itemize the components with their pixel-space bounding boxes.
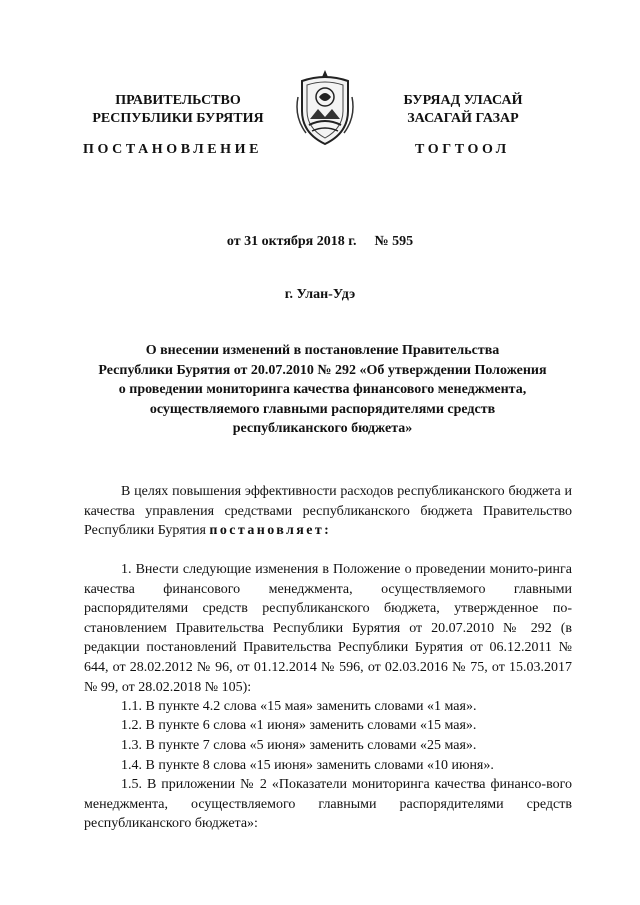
item-1-5: 1.5. В приложении № 2 «Показатели мониторинга качества финансо-вого менеджмента, осуществляемого главными распорядителями средств республиканского бюджета»: <box>84 777 572 832</box>
header-left-line2: РЕСПУБЛИКИ БУРЯТИЯ <box>92 111 264 126</box>
city: г. Улан-Удэ <box>284 287 356 302</box>
intro-paragraph <box>84 482 572 541</box>
title-line5: республиканского бюджета» <box>232 421 413 437</box>
item-1-1: 1.1. В пункте 4.2 слова «15 мая» заменить словами «1 мая». <box>121 699 477 714</box>
item-1-2: 1.2. В пункте 6 слова «1 июня» заменить словами «15 мая». <box>121 718 477 733</box>
decree-type-left: ПОСТАНОВЛЕНИЕ <box>83 142 263 157</box>
header-left <box>88 92 268 128</box>
title-line4: осуществляемого главными распорядителями средств <box>149 401 496 417</box>
item-1-3: 1.3. В пункте 7 слова «5 июня» заменить словами «25 мая». <box>121 738 477 753</box>
title-line2: Республики Бурятия от 20.07.2010 № 292 «Об утверждении Положения <box>98 362 547 378</box>
decree-type-right: ТОГТООЛ <box>415 142 510 157</box>
decree-date: от 31 октября 2018 г. <box>226 234 357 249</box>
date-line <box>0 234 640 250</box>
intro-resolves: постановляет: <box>209 523 332 539</box>
title-line3: о проведении мониторинга качества финансового менеджмента, <box>118 382 527 398</box>
item-1-4: 1.4. В пункте 8 слова «15 июня» заменить словами «10 июня». <box>121 758 494 773</box>
title-line1: О внесении изменений в постановление Правительства <box>145 343 500 358</box>
decree-number: № 595 <box>374 234 414 249</box>
coat-of-arms-icon <box>294 67 356 147</box>
intro-text: В целях повышения эффективности расходов республиканского бюджета и качества управления средствами республиканского бюджета Правительство Республики Бурятия <box>84 484 572 539</box>
header-right-line2: ЗАСАГАЙ ГАЗАР <box>407 111 519 126</box>
header-right <box>378 92 548 128</box>
item-1: 1. Внести следующие изменения в Положение о проведении монито-ринга качества финансового менеджмента, осуществляемого главными распорядителями средств республиканского бюджета, утвержденное по-становлением Правительства Республики Бурятия от 20.07.2010 № 292 (в редакции постановлений Правительства Республики Бурятия от 06.12.2011 № 644, от 28.02.2012 № 96, от 01.12.2014 № 596, от 02.03.2016 № 75, от 15.03.2017 № 99, от 28.02.2018 № 105): <box>84 562 572 695</box>
document-title <box>80 341 565 439</box>
header-left-line1: ПРАВИТЕЛЬСТВО <box>115 93 241 108</box>
header-right-line1: БУРЯАД УЛАСАЙ <box>403 93 523 108</box>
